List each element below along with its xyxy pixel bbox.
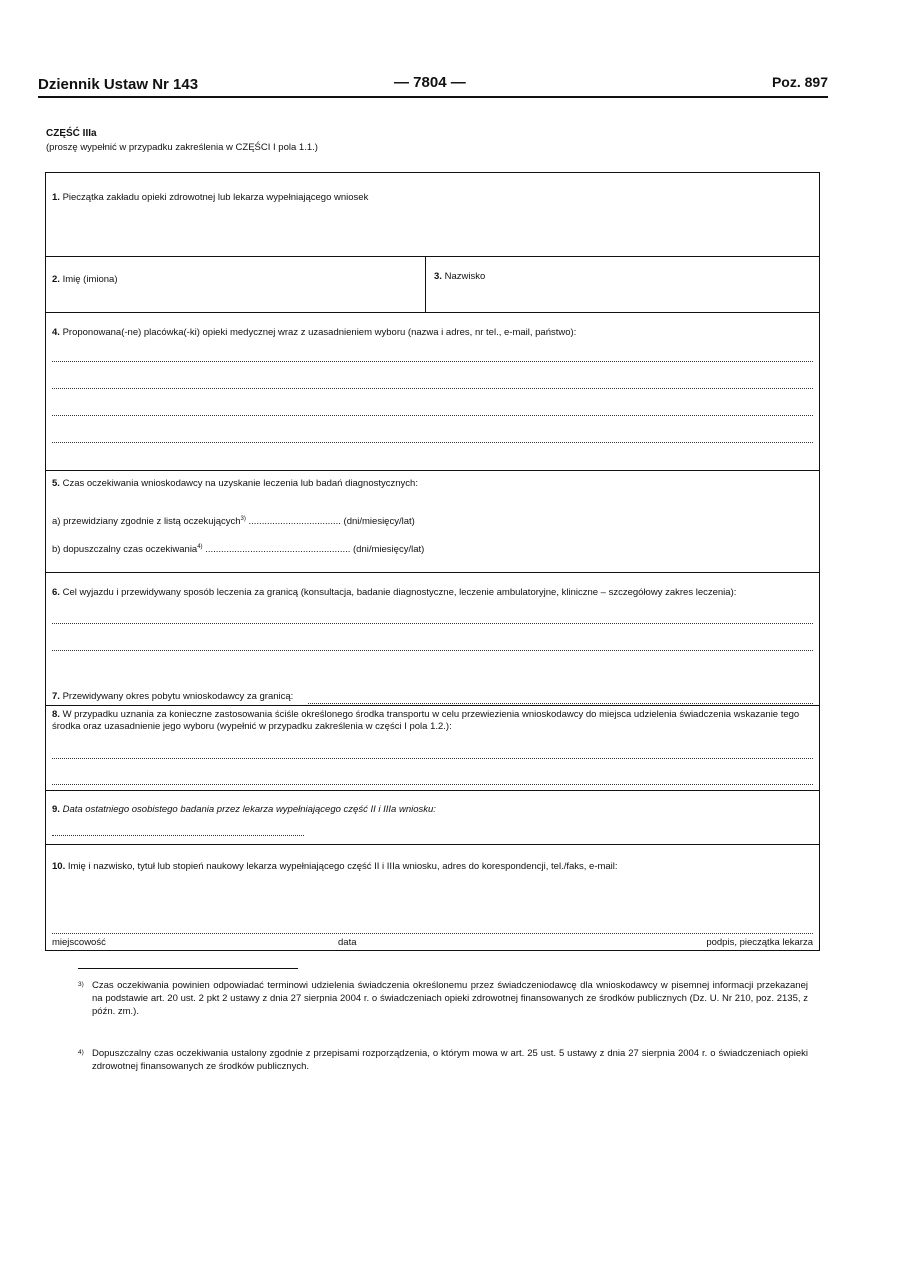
field-5b[interactable]: b) dopuszczalny czas oczekiwania$^{4)}$ ....................................................... (dni/miesięcy/lat) (52, 544, 425, 556)
part-title: CZĘŚĆ IIIa (46, 128, 97, 139)
page-header (38, 74, 828, 96)
name-row (46, 256, 819, 312)
field-1-stamp[interactable] (46, 173, 819, 256)
dotted-line (52, 933, 813, 934)
signature-stamp: podpis, pieczątka lekarza (706, 937, 813, 948)
footnote-4: 4) Dopuszczalny czas oczekiwania ustalony zgodnie z przepisami rozporządzenia, o którym mowa w art. 25 ust. 5 ustawy z dnia 27 sierpnia 2004 r. o świadczeniach opieki zdrowotnej finansowanych ze środków publicznych. (78, 1048, 808, 1072)
dotted-line (52, 415, 813, 416)
field-5-waiting-time (46, 470, 819, 572)
position-number: Poz. 897 (771, 74, 828, 90)
dotted-line (52, 623, 813, 624)
dotted-line (52, 388, 813, 389)
dotted-line (52, 758, 813, 759)
dotted-line (52, 835, 304, 836)
signature-place: miejscowość (52, 937, 106, 948)
dotted-line (52, 361, 813, 362)
footnote-3: 3) Czas oczekiwania powinien odpowiadać terminowi udzielenia świadczenia określonemu przez świadczeniodawcę dla wnioskodawcy w pisemnej informacji przekazanej na podstawie art. 20 ust. 2 pkt 2 ustawy z dnia 27 sierpnia 2004 r. o świadczeniach opieki zdrowotnej finansowanych ze środków publicznych (Dz. U. Nr 210, poz. 2135, z późn. zm.). (78, 980, 808, 1017)
field-7-label[interactable]: 7. Przewidywany okres pobytu wnioskodawcy za granicą: (52, 691, 294, 702)
journal-title: Dziennik Ustaw Nr 143 (38, 76, 199, 93)
field-3-label: 3. Nazwisko (434, 271, 486, 282)
dotted-line (52, 650, 813, 651)
field-1-label: 1. Pieczątka zakładu opieki zdrowotnej lub lekarza wypełniającego wniosek (52, 192, 369, 203)
header-rule (38, 96, 828, 98)
dotted-line (52, 784, 813, 785)
form-table (45, 172, 820, 951)
field-8-transport[interactable] (46, 705, 819, 790)
part-subtitle: (proszę wypełnić w przypadku zakreślenia w CZĘŚCI I pola 1.1.) (46, 142, 318, 153)
dotted-line (52, 442, 813, 443)
field-2-label: 2. Imię (imiona) (52, 274, 118, 285)
field-6-label: 6. Cel wyjazdu i przewidywany sposób leczenia za granicą (konsultacja, badanie diagnostyczne, leczenie ambulatoryjne, kliniczne – szczegółowy zakres leczenia): (52, 587, 737, 598)
field-8-label: 8. W przypadku uznania za konieczne zastosowania ściśle określonego środka transportu w celu przewiezienia wnioskodawcy do miejsca udzielenia świadczenia wskazanie tego środka oraz uzasadnienie jego wyboru (wypełnić w przypadku zakreślenia w części I pola 1.2.): (52, 709, 800, 732)
field-10-doctor-details[interactable] (46, 844, 819, 952)
field-4-facility[interactable] (46, 312, 819, 470)
field-7-dotted-line (308, 703, 813, 704)
field-10-label: 10. Imię i nazwisko, tytuł lub stopień naukowy lekarza wypełniającego część II i IIIa wniosku, adres do korespondencji, tel./faks, e-mail: (52, 861, 618, 872)
field-4-label: 4. Proponowana(-ne) placówka(-ki) opieki medycznej wraz z uzasadnieniem wyboru (nazwa i adres, nr tel., e-mail, państwo): (52, 327, 577, 338)
field-5-label: 5. Czas oczekiwania wnioskodawcy na uzyskanie leczenia lub badań diagnostycznych: (52, 478, 418, 489)
signature-date: data (338, 937, 357, 948)
page-number: — 7804 — (394, 74, 466, 91)
field-5a[interactable]: a) przewidziany zgodnie z listą oczekujących$^{3)}$ ................................... (dni/miesięcy/lat) (52, 516, 415, 528)
footnote-rule (78, 968, 298, 969)
name-row-divider (425, 257, 426, 312)
field-9-label: 9. Data ostatniego osobistego badania przez lekarza wypełniającego część II i IIIa wniosku: (52, 804, 436, 815)
field-9-exam-date[interactable] (46, 790, 819, 844)
field-6-treatment-purpose[interactable] (46, 572, 819, 687)
